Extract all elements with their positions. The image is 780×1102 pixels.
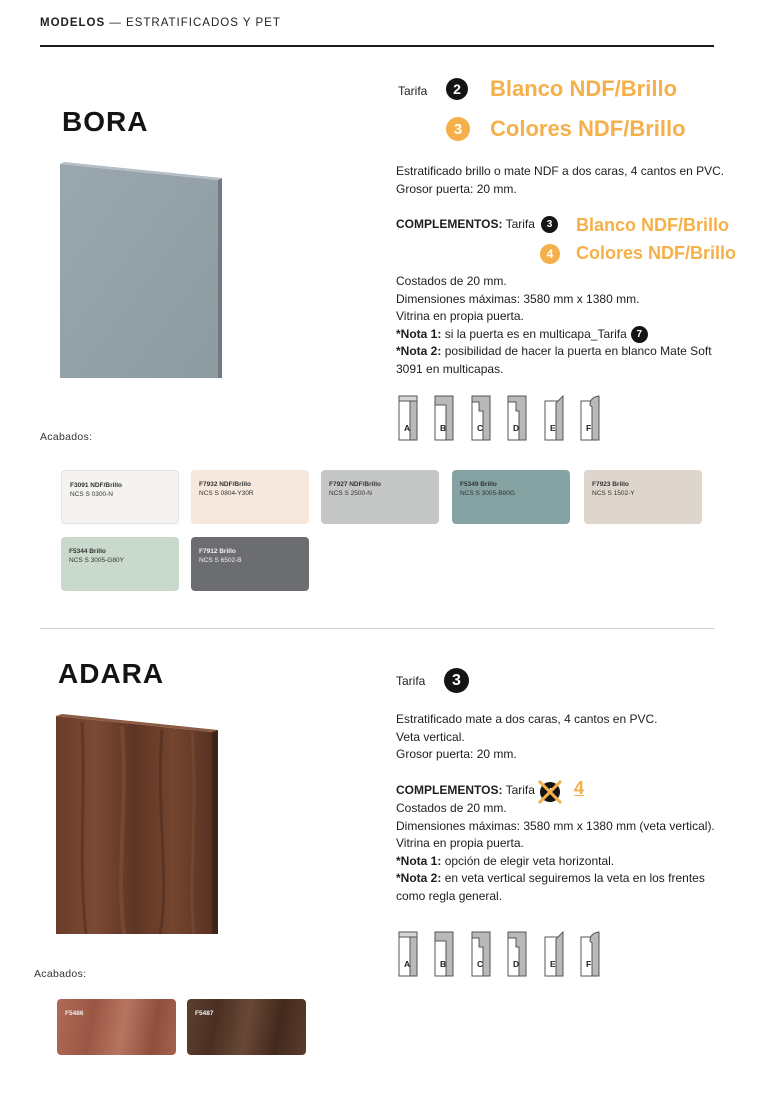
adara-new-rate: 4 — [574, 778, 585, 798]
bora-nota-1-text: si la puerta es en multicapa_Tarifa — [444, 326, 627, 341]
swatch-name: F5344 Brillo — [69, 548, 106, 555]
bora-nota-2-text: posibilidad de hacer la puerta en blanco Mate Soft — [444, 344, 712, 358]
bora-rate-text-1: Blanco NDF/Brillo — [490, 76, 678, 101]
adara-complementos-row — [396, 782, 535, 800]
adara-complementos-tarifa: Tarifa — [505, 783, 535, 797]
swatch-name: F7927 NDF/Brillo — [329, 481, 382, 488]
adara-door-image — [52, 712, 228, 938]
edge-profile-f — [580, 931, 600, 977]
adara-description — [396, 711, 657, 764]
adara-detail-line: Costados de 20 mm. — [396, 801, 507, 815]
swatch-f5349[interactable] — [452, 470, 570, 524]
bora-details — [396, 273, 756, 378]
swatch-code: NCS S 3005-G80Y — [69, 557, 124, 564]
bora-comp-badge-1: 3 — [541, 216, 558, 233]
edge-label: B — [440, 423, 447, 433]
adara-nota-1 — [396, 853, 756, 871]
swatch-f5486[interactable] — [57, 999, 176, 1055]
bora-nota-2-cont: 3091 en multicapas. — [396, 361, 504, 376]
bora-title: BORA — [62, 106, 149, 137]
edge-label: D — [513, 959, 520, 969]
bora-nota-2 — [396, 343, 756, 361]
swatch-name: F5486 — [65, 1010, 84, 1017]
edge-profile-c — [471, 931, 491, 977]
swatch-f5487[interactable] — [187, 999, 306, 1055]
section-header-bold: MODELOS — [40, 17, 106, 29]
edge-label: C — [477, 959, 484, 969]
section-header-rest: — ESTRATIFICADOS Y PET — [109, 17, 281, 29]
adara-edge-profiles — [396, 931, 616, 981]
swatch-code: NCS S 6502-B — [199, 557, 242, 564]
swatch-f7927[interactable] — [321, 470, 439, 524]
header-divider — [40, 45, 714, 47]
swatch-f7932[interactable] — [191, 470, 309, 524]
edge-label: F — [586, 423, 592, 433]
bora-edge-profiles — [396, 395, 616, 445]
swatch-f7923[interactable] — [584, 470, 702, 524]
swatch-name: F7912 Brillo — [199, 548, 236, 555]
bora-comp-badge-2: 4 — [540, 244, 560, 264]
bora-detail-line: Costados de 20 mm. — [396, 274, 507, 288]
bora-nota-1-badge: 7 — [631, 326, 648, 343]
bora-detail-line: Dimensiones máximas: 3580 mm x 1380 mm. — [396, 291, 640, 306]
swatch-code: NCS S 0804-Y30R — [199, 490, 254, 497]
bora-complementos-tarifa: Tarifa — [505, 217, 535, 231]
bora-nota-2-label: *Nota 2: — [396, 344, 442, 358]
bora-comp-text-1: Blanco NDF/Brillo — [576, 215, 730, 235]
adara-detail-line: Dimensiones máximas: 3580 mm x 1380 mm (veta vertical). — [396, 818, 715, 833]
swatch-f5344[interactable] — [61, 537, 179, 591]
edge-label: E — [550, 423, 556, 433]
edge-profile-b — [434, 931, 454, 977]
bora-nota-1-label: *Nota 1: — [396, 326, 442, 341]
adara-title: ADARA — [58, 658, 165, 689]
section-divider — [40, 628, 714, 629]
edge-profile-b — [434, 395, 454, 441]
edge-label: F — [586, 959, 592, 969]
edge-profile-a — [398, 931, 418, 977]
bora-detail-line: Vitrina en propia puerta. — [396, 309, 524, 323]
swatch-code: NCS S 2500-N — [329, 490, 372, 497]
edge-label: A — [404, 959, 411, 969]
adara-acabados-label: Acabados: — [34, 968, 87, 980]
adara-nota-1-text: opción de elegir veta horizontal. — [444, 853, 615, 868]
adara-tarifa-label: Tarifa — [396, 674, 426, 688]
edge-profile-c — [471, 395, 491, 441]
edge-profile-d — [507, 931, 527, 977]
bora-rate-text-2: Colores NDF/Brillo — [490, 116, 686, 141]
edge-label: B — [440, 959, 447, 969]
bora-rate-badge-2: 3 — [446, 117, 470, 141]
adara-details — [396, 800, 756, 905]
edge-profile-e — [544, 931, 564, 977]
bora-nota-1 — [396, 326, 756, 344]
adara-desc-line: Grosor puerta: 20 mm. — [396, 747, 517, 761]
adara-nota-2-label: *Nota 2: — [396, 871, 442, 885]
adara-desc-line: Veta vertical. — [396, 729, 465, 744]
edge-profile-e — [544, 395, 564, 441]
adara-desc-line: Estratificado mate a dos caras, 4 cantos en PVC. — [396, 712, 658, 726]
swatch-code: NCS S 1502-Y — [592, 490, 635, 497]
swatch-name: F5487 — [195, 1010, 214, 1017]
swatch-code: NCS S 0300-N — [70, 491, 113, 498]
swatch-name: F3091 NDF/Brillo — [70, 482, 123, 489]
adara-nota-2 — [396, 870, 756, 888]
swatch-name: F7923 Brillo — [592, 481, 629, 488]
swatch-name: F7932 NDF/Brillo — [199, 481, 252, 488]
adara-rate-badge: 3 — [444, 668, 469, 693]
edge-profile-d — [507, 395, 527, 441]
swatch-name: F5349 Brillo — [460, 481, 497, 488]
edge-profile-f — [580, 395, 600, 441]
adara-complementos-label: COMPLEMENTOS: — [396, 783, 503, 797]
edge-label: E — [550, 959, 556, 969]
edge-label: C — [477, 423, 484, 433]
swatch-f7912[interactable] — [191, 537, 309, 591]
bora-desc-line: Estratificado brillo o mate NDF a dos caras, 4 cantos en PVC. — [396, 164, 725, 178]
section-header — [40, 17, 281, 29]
adara-nota-1-label: *Nota 1: — [396, 853, 442, 868]
bora-tarifa-label: Tarifa — [398, 84, 428, 98]
edge-label: A — [404, 423, 411, 433]
adara-nota-2-text: en veta vertical seguiremos la veta en los frentes — [444, 871, 705, 885]
edge-label: D — [513, 423, 520, 433]
bora-complementos-label: COMPLEMENTOS: — [396, 217, 503, 231]
adara-detail-line: Vitrina en propia puerta. — [396, 836, 524, 850]
edge-profile-a — [398, 395, 418, 441]
bora-description — [396, 163, 724, 198]
bora-desc-line: Grosor puerta: 20 mm. — [396, 181, 517, 196]
bora-complementos-row — [396, 216, 535, 234]
bora-door-image — [54, 158, 230, 382]
bora-rate-badge-1: 2 — [446, 78, 468, 100]
swatch-code: NCS S 3005-B80G — [460, 490, 515, 497]
bora-acabados-label: Acabados: — [40, 431, 93, 443]
adara-nota-2-cont: como regla general. — [396, 888, 503, 903]
swatch-f3091[interactable] — [61, 470, 179, 524]
bora-comp-text-2: Colores NDF/Brillo — [576, 243, 737, 263]
